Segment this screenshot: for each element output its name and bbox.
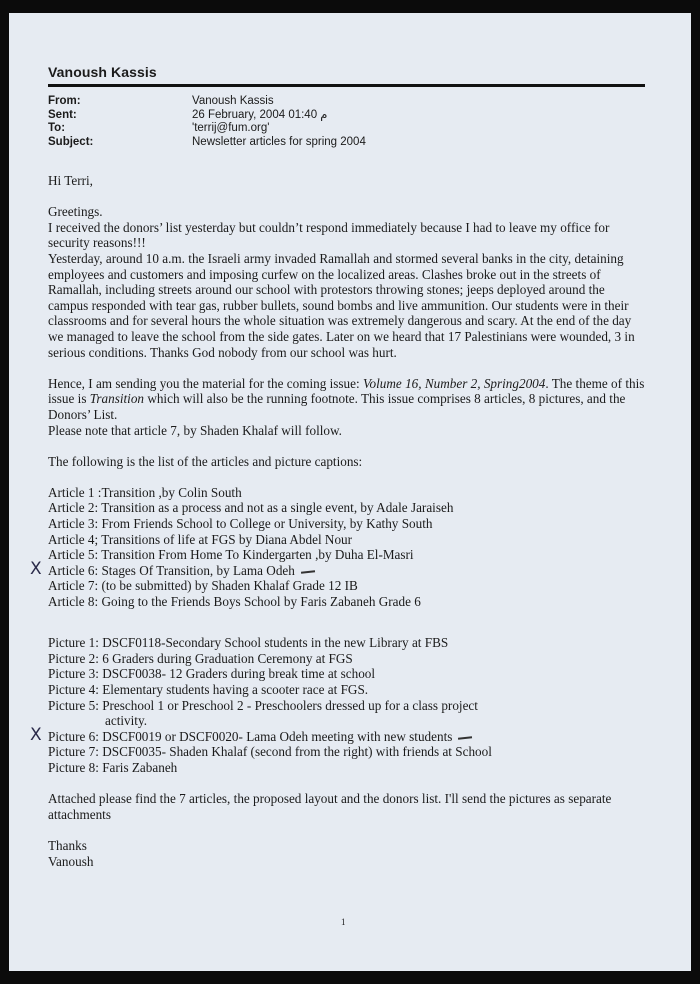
article-list xyxy=(30,484,648,610)
page-number: 1 xyxy=(341,917,346,927)
list-item-continuation: activity. xyxy=(105,713,147,729)
list-item: Picture 8: Faris Zabaneh xyxy=(48,759,178,775)
header-value: 'terrij@fum.org' xyxy=(192,122,270,134)
issue-title: Volume 16, Number 2, Spring2004 xyxy=(362,375,546,391)
thanks-line: Thanks xyxy=(48,837,87,853)
paragraph-3 xyxy=(48,376,648,423)
header-label: Sent: xyxy=(48,108,77,121)
header-label: Subject: xyxy=(48,135,94,148)
document-page xyxy=(9,13,691,971)
list-intro: The following is the list of the articles and picture captions: xyxy=(48,453,363,469)
list-item-text: Article 6: Stages Of Transition, by Lama Odeh xyxy=(48,562,295,578)
list-item: Article 7: (to be submitted) by Shaden Khalaf Grade 12 IB xyxy=(48,578,358,594)
list-item: Picture 1: DSCF0118-Secondary School students in the new Library at FBS xyxy=(48,635,449,651)
paragraph-1: I received the donors’ list yesterday but couldn’t respond immediately because I had to leave my office for security reasons!!! xyxy=(48,219,610,251)
handwritten-x-mark: X xyxy=(30,558,42,579)
list-item: Article 5: Transition From Home To Kindergarten ,by Duha El-Masri xyxy=(48,547,414,563)
picture-list xyxy=(30,635,648,775)
list-item: Article 8: Going to the Friends Boys School by Faris Zabaneh Grade 6 xyxy=(48,594,421,610)
list-item: Article 1 :Transition ,by Colin South xyxy=(48,484,242,500)
sender-name-heading: Vanoush Kassis xyxy=(48,64,157,80)
list-item-marked xyxy=(30,558,648,579)
list-item: Picture 4: Elementary students having a scooter race at FGS. xyxy=(48,682,369,697)
paragraph-2: Yesterday, around 10 a.m. the Israeli army invaded Ramallah and stormed several banks in the city, detaining employees and customers and imposing curfew on the localized areas. Clashes broke out in the streets of Ramallah, including streets around our school with protestors throwing stones; jeeps deployed around the campus responded with tear gas, rubber bullets, sound bombs and live ammunition. Our students were in their classrooms and for several hours the whole situation was extremely dangerous and scary. At the end of the day we managed to leave the school from the side gates. Later on we heard that 17 Palestinians were wounded, 3 in serious conditions. Thanks God nobody from our school was hurt. xyxy=(48,250,635,360)
para3-text: Hence, I am sending you the material for the coming issue: xyxy=(48,375,363,391)
handwritten-dash xyxy=(458,736,472,739)
closing-paragraph: Attached please find the 7 articles, the proposed layout and the donors list. I'll send the pictures as separate attachments xyxy=(48,791,612,822)
greeting: Hi Terri, xyxy=(48,173,93,188)
paragraph-4: Please note that article 7, by Shaden Khalaf will follow. xyxy=(48,422,342,438)
email-body xyxy=(30,173,648,869)
para3-text: which will also be the running footnote. This issue comprises 8 articles, 8 pictures, and the Donors’ List. xyxy=(48,391,626,422)
header-value: Vanoush Kassis xyxy=(192,95,274,107)
list-item: Picture 3: DSCF0038- 12 Graders during break time at school xyxy=(48,666,376,682)
greetings-line: Greetings. xyxy=(48,204,103,220)
signature: Vanoush xyxy=(48,853,94,869)
list-item: Picture 7: DSCF0035- Shaden Khalaf (second from the right) with friends at School xyxy=(48,744,492,760)
header-value: Newsletter articles for spring 2004 xyxy=(192,135,366,148)
header-label: To: xyxy=(48,122,66,134)
list-item-marked xyxy=(30,724,648,745)
list-item-text: Picture 6: DSCF0019 or DSCF0020- Lama Odeh meeting with new students xyxy=(48,728,453,744)
list-item: Article 2: Transition as a process and not as a single event, by Adale Jaraiseh xyxy=(48,500,454,516)
header-value: 26 February, 2004 01:40 م xyxy=(192,108,328,121)
list-item: Picture 5: Preschool 1 or Preschool 2 - Preschoolers dressed up for a class project xyxy=(48,697,478,713)
handwritten-x-mark: X xyxy=(30,724,42,745)
theme-title: Transition xyxy=(89,391,145,407)
header-label: From: xyxy=(48,95,81,107)
list-item: Article 3: From Friends School to College or University, by Kathy South xyxy=(48,516,433,532)
list-item: Picture 2: 6 Graders during Graduation Ceremony at FGS xyxy=(48,650,353,666)
list-item: Article 4; Transitions of life at FGS by Diana Abdel Nour xyxy=(48,531,353,547)
handwritten-dash xyxy=(301,570,315,573)
para3-text: . The theme of this issue is xyxy=(48,375,645,407)
header-rule xyxy=(48,84,645,87)
